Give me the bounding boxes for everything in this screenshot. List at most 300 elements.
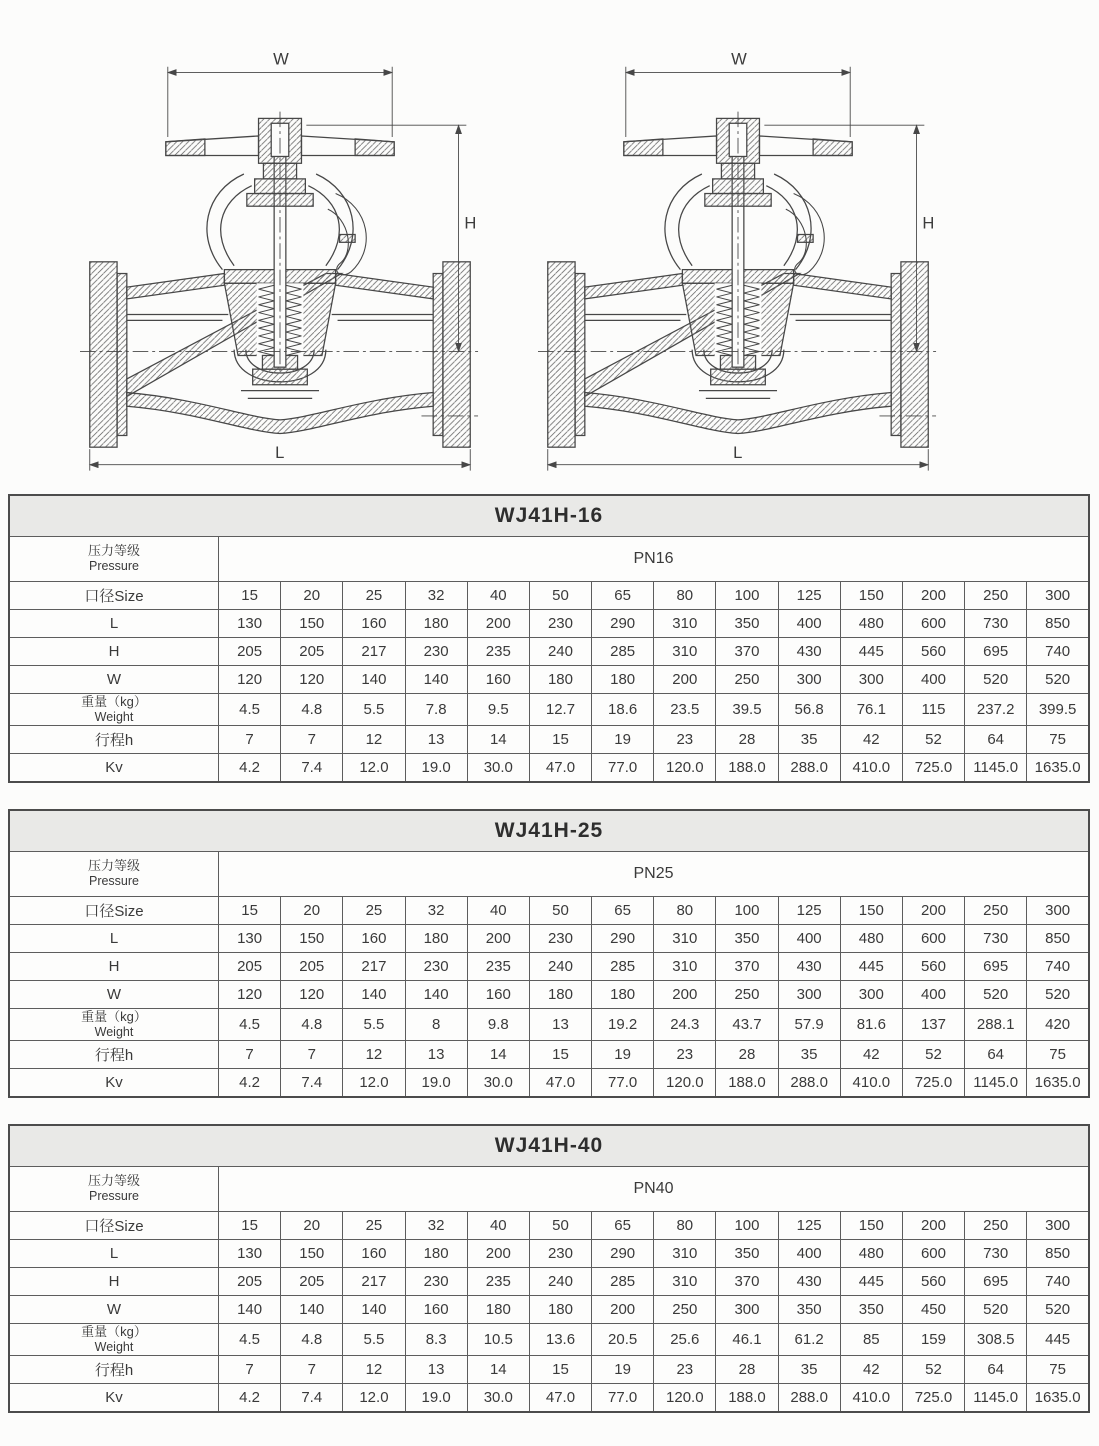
value-cell: 399.5 bbox=[1027, 694, 1089, 726]
size-cell: 25 bbox=[343, 582, 405, 610]
value-cell: 1145.0 bbox=[965, 1069, 1027, 1098]
value-cell: 180 bbox=[405, 1240, 467, 1268]
value-cell: 7 bbox=[281, 1356, 343, 1384]
size-cell: 65 bbox=[592, 1212, 654, 1240]
size-cell: 300 bbox=[1027, 1212, 1089, 1240]
value-cell: 310 bbox=[654, 953, 716, 981]
size-cell: 32 bbox=[405, 582, 467, 610]
value-cell: 28 bbox=[716, 726, 778, 754]
value-cell: 180 bbox=[467, 1296, 529, 1324]
value-cell: 120.0 bbox=[654, 1384, 716, 1413]
size-cell: 200 bbox=[902, 897, 964, 925]
size-cell: 50 bbox=[529, 582, 591, 610]
value-cell: 850 bbox=[1027, 925, 1089, 953]
value-cell: 160 bbox=[405, 1296, 467, 1324]
value-cell: 410.0 bbox=[840, 1069, 902, 1098]
value-cell: 19 bbox=[592, 1356, 654, 1384]
value-cell: 160 bbox=[343, 925, 405, 953]
value-cell: 200 bbox=[467, 925, 529, 953]
size-cell: 125 bbox=[778, 1212, 840, 1240]
pressure-row-label: 压力等级 Pressure bbox=[9, 537, 219, 582]
size-cell: 50 bbox=[529, 897, 591, 925]
spec-table-wj41h-16 bbox=[8, 494, 1091, 783]
value-cell: 28 bbox=[716, 1041, 778, 1069]
value-cell: 64 bbox=[965, 1356, 1027, 1384]
value-cell: 695 bbox=[965, 638, 1027, 666]
value-cell: 19.0 bbox=[405, 1069, 467, 1098]
value-cell: 695 bbox=[965, 953, 1027, 981]
table-wj41h-25 bbox=[8, 809, 1090, 1098]
value-cell: 7 bbox=[219, 726, 281, 754]
value-cell: 15 bbox=[529, 726, 591, 754]
value-cell: 47.0 bbox=[529, 1384, 591, 1413]
value-cell: 230 bbox=[405, 953, 467, 981]
table-row bbox=[9, 610, 1089, 638]
value-cell: 400 bbox=[902, 981, 964, 1009]
value-cell: 370 bbox=[716, 953, 778, 981]
value-cell: 19.2 bbox=[592, 1009, 654, 1041]
value-cell: 5.5 bbox=[343, 1009, 405, 1041]
value-cell: 150 bbox=[281, 1240, 343, 1268]
value-cell: 310 bbox=[654, 1240, 716, 1268]
value-cell: 160 bbox=[343, 1240, 405, 1268]
value-cell: 205 bbox=[281, 953, 343, 981]
row-label: 重量（kg） Weight bbox=[9, 1009, 219, 1041]
value-cell: 230 bbox=[529, 925, 591, 953]
row-label: L bbox=[9, 610, 219, 638]
size-cell: 125 bbox=[778, 897, 840, 925]
size-cell: 200 bbox=[902, 582, 964, 610]
size-cell: 20 bbox=[281, 582, 343, 610]
value-cell: 235 bbox=[467, 953, 529, 981]
size-cell: 20 bbox=[281, 897, 343, 925]
value-cell: 180 bbox=[405, 610, 467, 638]
value-cell: 560 bbox=[902, 953, 964, 981]
value-cell: 13 bbox=[405, 726, 467, 754]
value-cell: 64 bbox=[965, 1041, 1027, 1069]
value-cell: 120.0 bbox=[654, 754, 716, 783]
valve-drawing-left bbox=[80, 22, 480, 487]
size-cell: 20 bbox=[281, 1212, 343, 1240]
value-cell: 140 bbox=[281, 1296, 343, 1324]
value-cell: 217 bbox=[343, 1268, 405, 1296]
size-cell: 150 bbox=[840, 897, 902, 925]
row-label: H bbox=[9, 638, 219, 666]
value-cell: 159 bbox=[902, 1324, 964, 1356]
value-cell: 250 bbox=[716, 666, 778, 694]
value-cell: 285 bbox=[592, 638, 654, 666]
value-cell: 1635.0 bbox=[1027, 1384, 1089, 1413]
value-cell: 19 bbox=[592, 726, 654, 754]
value-cell: 290 bbox=[592, 610, 654, 638]
size-cell: 150 bbox=[840, 1212, 902, 1240]
pressure-row-label: 压力等级 Pressure bbox=[9, 1167, 219, 1212]
value-cell: 420 bbox=[1027, 1009, 1089, 1041]
value-cell: 310 bbox=[654, 610, 716, 638]
value-cell: 140 bbox=[405, 666, 467, 694]
value-cell: 7 bbox=[219, 1041, 281, 1069]
value-cell: 13 bbox=[405, 1041, 467, 1069]
value-cell: 480 bbox=[840, 610, 902, 638]
value-cell: 13 bbox=[529, 1009, 591, 1041]
value-cell: 18.6 bbox=[592, 694, 654, 726]
value-cell: 240 bbox=[529, 638, 591, 666]
row-label: L bbox=[9, 925, 219, 953]
value-cell: 13.6 bbox=[529, 1324, 591, 1356]
value-cell: 300 bbox=[778, 666, 840, 694]
size-cell: 150 bbox=[840, 582, 902, 610]
table-row bbox=[9, 1268, 1089, 1296]
row-label: Kv bbox=[9, 1384, 219, 1413]
size-row-label: 口径Size bbox=[9, 897, 219, 925]
value-cell: 480 bbox=[840, 1240, 902, 1268]
value-cell: 76.1 bbox=[840, 694, 902, 726]
value-cell: 235 bbox=[467, 638, 529, 666]
size-cell: 40 bbox=[467, 897, 529, 925]
value-cell: 9.5 bbox=[467, 694, 529, 726]
table-row bbox=[9, 1240, 1089, 1268]
value-cell: 430 bbox=[778, 953, 840, 981]
value-cell: 300 bbox=[716, 1296, 778, 1324]
value-cell: 520 bbox=[965, 666, 1027, 694]
value-cell: 400 bbox=[778, 925, 840, 953]
value-cell: 410.0 bbox=[840, 1384, 902, 1413]
value-cell: 600 bbox=[902, 1240, 964, 1268]
row-label: W bbox=[9, 1296, 219, 1324]
value-cell: 350 bbox=[716, 1240, 778, 1268]
value-cell: 205 bbox=[281, 1268, 343, 1296]
value-cell: 20.5 bbox=[592, 1324, 654, 1356]
value-cell: 39.5 bbox=[716, 694, 778, 726]
pressure-row-label: 压力等级 Pressure bbox=[9, 852, 219, 897]
value-cell: 47.0 bbox=[529, 1069, 591, 1098]
value-cell: 7 bbox=[219, 1356, 281, 1384]
value-cell: 140 bbox=[343, 981, 405, 1009]
table-row bbox=[9, 981, 1089, 1009]
value-cell: 180 bbox=[592, 981, 654, 1009]
value-cell: 137 bbox=[902, 1009, 964, 1041]
value-cell: 520 bbox=[1027, 666, 1089, 694]
value-cell: 150 bbox=[281, 610, 343, 638]
value-cell: 30.0 bbox=[467, 1069, 529, 1098]
value-cell: 7.4 bbox=[281, 1384, 343, 1413]
row-label: 行程h bbox=[9, 1041, 219, 1069]
value-cell: 300 bbox=[840, 981, 902, 1009]
value-cell: 4.2 bbox=[219, 1069, 281, 1098]
value-cell: 25.6 bbox=[654, 1324, 716, 1356]
value-cell: 35 bbox=[778, 1041, 840, 1069]
valve-drawing-right bbox=[538, 22, 938, 487]
value-cell: 200 bbox=[592, 1296, 654, 1324]
table-row bbox=[9, 694, 1089, 726]
value-cell: 600 bbox=[902, 925, 964, 953]
value-cell: 288.1 bbox=[965, 1009, 1027, 1041]
value-cell: 4.5 bbox=[219, 1324, 281, 1356]
value-cell: 42 bbox=[840, 1356, 902, 1384]
value-cell: 75 bbox=[1027, 1041, 1089, 1069]
spec-tables bbox=[8, 494, 1091, 1413]
value-cell: 480 bbox=[840, 925, 902, 953]
value-cell: 300 bbox=[840, 666, 902, 694]
value-cell: 240 bbox=[529, 1268, 591, 1296]
table-row bbox=[9, 953, 1089, 981]
value-cell: 430 bbox=[778, 638, 840, 666]
size-cell: 100 bbox=[716, 897, 778, 925]
value-cell: 15 bbox=[529, 1356, 591, 1384]
value-cell: 120 bbox=[219, 666, 281, 694]
value-cell: 200 bbox=[654, 666, 716, 694]
table-row bbox=[9, 1356, 1089, 1384]
dim-label-w: W bbox=[731, 49, 747, 69]
size-cell: 65 bbox=[592, 582, 654, 610]
size-row-label: 口径Size bbox=[9, 1212, 219, 1240]
value-cell: 160 bbox=[343, 610, 405, 638]
table-row bbox=[9, 666, 1089, 694]
value-cell: 4.2 bbox=[219, 754, 281, 783]
value-cell: 4.8 bbox=[281, 1009, 343, 1041]
value-cell: 850 bbox=[1027, 1240, 1089, 1268]
value-cell: 180 bbox=[529, 666, 591, 694]
value-cell: 42 bbox=[840, 1041, 902, 1069]
value-cell: 4.8 bbox=[281, 1324, 343, 1356]
value-cell: 30.0 bbox=[467, 754, 529, 783]
value-cell: 7 bbox=[281, 1041, 343, 1069]
value-cell: 14 bbox=[467, 726, 529, 754]
value-cell: 7.4 bbox=[281, 754, 343, 783]
table-wj41h-40 bbox=[8, 1124, 1090, 1413]
value-cell: 7.8 bbox=[405, 694, 467, 726]
value-cell: 13 bbox=[405, 1356, 467, 1384]
value-cell: 85 bbox=[840, 1324, 902, 1356]
value-cell: 180 bbox=[405, 925, 467, 953]
row-label: H bbox=[9, 953, 219, 981]
value-cell: 450 bbox=[902, 1296, 964, 1324]
value-cell: 1635.0 bbox=[1027, 1069, 1089, 1098]
size-cell: 40 bbox=[467, 1212, 529, 1240]
value-cell: 560 bbox=[902, 638, 964, 666]
size-cell: 15 bbox=[219, 897, 281, 925]
value-cell: 370 bbox=[716, 1268, 778, 1296]
value-cell: 150 bbox=[281, 925, 343, 953]
value-cell: 19.0 bbox=[405, 1384, 467, 1413]
value-cell: 725.0 bbox=[902, 1069, 964, 1098]
value-cell: 740 bbox=[1027, 953, 1089, 981]
value-cell: 180 bbox=[592, 666, 654, 694]
value-cell: 19 bbox=[592, 1041, 654, 1069]
dim-label-h: H bbox=[464, 213, 477, 233]
value-cell: 140 bbox=[405, 981, 467, 1009]
value-cell: 140 bbox=[343, 666, 405, 694]
size-cell: 80 bbox=[654, 897, 716, 925]
table-title: WJ41H-25 bbox=[9, 810, 1089, 852]
value-cell: 12 bbox=[343, 1356, 405, 1384]
value-cell: 75 bbox=[1027, 726, 1089, 754]
value-cell: 57.9 bbox=[778, 1009, 840, 1041]
value-cell: 1145.0 bbox=[965, 754, 1027, 783]
spec-table-wj41h-25 bbox=[8, 809, 1091, 1098]
value-cell: 81.6 bbox=[840, 1009, 902, 1041]
table-row bbox=[9, 754, 1089, 783]
value-cell: 400 bbox=[778, 610, 840, 638]
value-cell: 140 bbox=[343, 1296, 405, 1324]
value-cell: 430 bbox=[778, 1268, 840, 1296]
value-cell: 200 bbox=[467, 1240, 529, 1268]
value-cell: 5.5 bbox=[343, 694, 405, 726]
value-cell: 14 bbox=[467, 1041, 529, 1069]
valve-drawings-row bbox=[0, 0, 1099, 468]
value-cell: 188.0 bbox=[716, 1069, 778, 1098]
value-cell: 600 bbox=[902, 610, 964, 638]
value-cell: 160 bbox=[467, 981, 529, 1009]
value-cell: 12 bbox=[343, 1041, 405, 1069]
value-cell: 120.0 bbox=[654, 1069, 716, 1098]
value-cell: 120 bbox=[219, 981, 281, 1009]
value-cell: 43.7 bbox=[716, 1009, 778, 1041]
value-cell: 288.0 bbox=[778, 1384, 840, 1413]
value-cell: 52 bbox=[902, 726, 964, 754]
row-label: Kv bbox=[9, 754, 219, 783]
value-cell: 445 bbox=[1027, 1324, 1089, 1356]
pressure-value: PN16 bbox=[219, 537, 1089, 582]
value-cell: 77.0 bbox=[592, 754, 654, 783]
value-cell: 310 bbox=[654, 638, 716, 666]
value-cell: 230 bbox=[529, 1240, 591, 1268]
row-label: W bbox=[9, 666, 219, 694]
table-row bbox=[9, 1009, 1089, 1041]
table-row bbox=[9, 1069, 1089, 1098]
value-cell: 52 bbox=[902, 1356, 964, 1384]
size-cell: 25 bbox=[343, 1212, 405, 1240]
value-cell: 285 bbox=[592, 1268, 654, 1296]
value-cell: 850 bbox=[1027, 610, 1089, 638]
row-label: 行程h bbox=[9, 1356, 219, 1384]
pressure-value: PN40 bbox=[219, 1167, 1089, 1212]
size-cell: 32 bbox=[405, 1212, 467, 1240]
size-cell: 100 bbox=[716, 582, 778, 610]
value-cell: 120 bbox=[281, 666, 343, 694]
row-label: 重量（kg） Weight bbox=[9, 694, 219, 726]
row-label: L bbox=[9, 1240, 219, 1268]
value-cell: 725.0 bbox=[902, 1384, 964, 1413]
size-cell: 300 bbox=[1027, 897, 1089, 925]
table-title: WJ41H-16 bbox=[9, 495, 1089, 537]
value-cell: 4.5 bbox=[219, 694, 281, 726]
size-cell: 15 bbox=[219, 1212, 281, 1240]
spec-table-wj41h-40 bbox=[8, 1124, 1091, 1413]
value-cell: 46.1 bbox=[716, 1324, 778, 1356]
size-cell: 250 bbox=[965, 897, 1027, 925]
value-cell: 23 bbox=[654, 1356, 716, 1384]
value-cell: 180 bbox=[529, 1296, 591, 1324]
value-cell: 4.8 bbox=[281, 694, 343, 726]
value-cell: 285 bbox=[592, 953, 654, 981]
value-cell: 130 bbox=[219, 610, 281, 638]
dim-label-l: L bbox=[733, 442, 743, 462]
size-cell: 25 bbox=[343, 897, 405, 925]
value-cell: 237.2 bbox=[965, 694, 1027, 726]
value-cell: 288.0 bbox=[778, 1069, 840, 1098]
value-cell: 19.0 bbox=[405, 754, 467, 783]
value-cell: 445 bbox=[840, 953, 902, 981]
value-cell: 7.4 bbox=[281, 1069, 343, 1098]
size-cell: 250 bbox=[965, 1212, 1027, 1240]
value-cell: 35 bbox=[778, 1356, 840, 1384]
value-cell: 188.0 bbox=[716, 754, 778, 783]
value-cell: 740 bbox=[1027, 1268, 1089, 1296]
value-cell: 160 bbox=[467, 666, 529, 694]
value-cell: 217 bbox=[343, 953, 405, 981]
value-cell: 520 bbox=[965, 981, 1027, 1009]
table-row bbox=[9, 925, 1089, 953]
value-cell: 1635.0 bbox=[1027, 754, 1089, 783]
value-cell: 28 bbox=[716, 1356, 778, 1384]
value-cell: 7 bbox=[281, 726, 343, 754]
value-cell: 250 bbox=[654, 1296, 716, 1324]
value-cell: 12.7 bbox=[529, 694, 591, 726]
size-cell: 250 bbox=[965, 582, 1027, 610]
value-cell: 350 bbox=[716, 610, 778, 638]
value-cell: 410.0 bbox=[840, 754, 902, 783]
size-cell: 200 bbox=[902, 1212, 964, 1240]
value-cell: 120 bbox=[281, 981, 343, 1009]
value-cell: 130 bbox=[219, 1240, 281, 1268]
size-cell: 50 bbox=[529, 1212, 591, 1240]
value-cell: 10.5 bbox=[467, 1324, 529, 1356]
value-cell: 520 bbox=[965, 1296, 1027, 1324]
value-cell: 9.8 bbox=[467, 1009, 529, 1041]
value-cell: 445 bbox=[840, 1268, 902, 1296]
value-cell: 4.5 bbox=[219, 1009, 281, 1041]
value-cell: 12.0 bbox=[343, 754, 405, 783]
value-cell: 130 bbox=[219, 925, 281, 953]
dim-label-w: W bbox=[273, 49, 289, 69]
row-label: W bbox=[9, 981, 219, 1009]
value-cell: 23 bbox=[654, 1041, 716, 1069]
value-cell: 230 bbox=[405, 1268, 467, 1296]
row-label: Kv bbox=[9, 1069, 219, 1098]
value-cell: 445 bbox=[840, 638, 902, 666]
value-cell: 47.0 bbox=[529, 754, 591, 783]
row-label: 重量（kg） Weight bbox=[9, 1324, 219, 1356]
table-row bbox=[9, 1324, 1089, 1356]
value-cell: 77.0 bbox=[592, 1384, 654, 1413]
table-wj41h-16 bbox=[8, 494, 1090, 783]
value-cell: 290 bbox=[592, 925, 654, 953]
value-cell: 730 bbox=[965, 1240, 1027, 1268]
value-cell: 8 bbox=[405, 1009, 467, 1041]
value-cell: 288.0 bbox=[778, 754, 840, 783]
value-cell: 42 bbox=[840, 726, 902, 754]
row-label: H bbox=[9, 1268, 219, 1296]
value-cell: 240 bbox=[529, 953, 591, 981]
value-cell: 24.3 bbox=[654, 1009, 716, 1041]
value-cell: 310 bbox=[654, 925, 716, 953]
value-cell: 725.0 bbox=[902, 754, 964, 783]
value-cell: 180 bbox=[529, 981, 591, 1009]
value-cell: 370 bbox=[716, 638, 778, 666]
value-cell: 64 bbox=[965, 726, 1027, 754]
value-cell: 30.0 bbox=[467, 1384, 529, 1413]
table-title: WJ41H-40 bbox=[9, 1125, 1089, 1167]
value-cell: 300 bbox=[778, 981, 840, 1009]
value-cell: 200 bbox=[654, 981, 716, 1009]
value-cell: 560 bbox=[902, 1268, 964, 1296]
row-label: 行程h bbox=[9, 726, 219, 754]
value-cell: 140 bbox=[219, 1296, 281, 1324]
value-cell: 23 bbox=[654, 726, 716, 754]
value-cell: 5.5 bbox=[343, 1324, 405, 1356]
value-cell: 8.3 bbox=[405, 1324, 467, 1356]
